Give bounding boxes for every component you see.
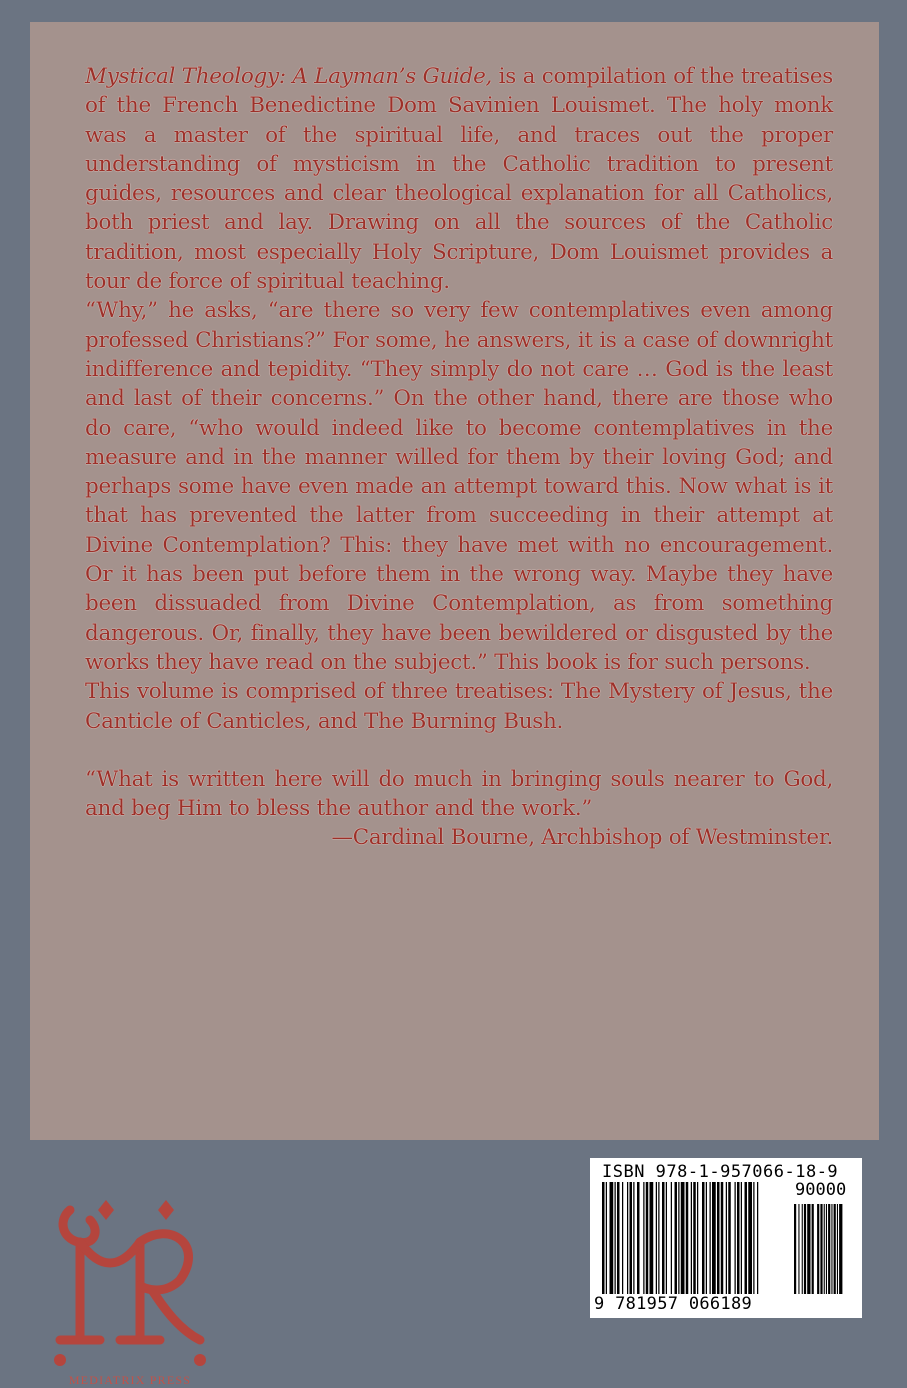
endorsement-attribution: —Cardinal Bourne, Archbishop of Westminster. (331, 825, 833, 851)
endorsement-quote: “What is written here will do much in bringing souls nearer to God, and beg Him to bless the author and the work.” (85, 766, 833, 822)
isbn-barcode (590, 1158, 862, 1318)
back-cover-text-panel (30, 22, 879, 1140)
mr-monogram-icon (40, 1190, 220, 1370)
description-paragraph-1 (85, 62, 833, 296)
ean-number: 9 781957 066189 (594, 1294, 753, 1314)
spacer (85, 736, 833, 765)
price-code: 90000 (795, 1180, 847, 1200)
description-paragraph-1-body: is a compilation of the treatises of the French Benedictine Dom Savinien Louismet. The holy monk was a master of the spiritual life, and traces out the proper understanding of mysticism in the Catholic tradition to present guides, resources and clear theological explanation for all Catholics, both priest and lay. Drawing on all the sources of the Catholic tradition, most especially Holy Scripture, Dom Louismet provides a tour de force of spiritual teaching. (85, 64, 833, 295)
book-title: Mystical Theology: A Layman’s Guide, (85, 64, 493, 89)
description-paragraph-3: This volume is comprised of three treatises: The Mystery of Jesus, the Canticle of Canticles, and The Burning Bush. (85, 679, 833, 734)
barcode-bars (602, 1182, 852, 1294)
description-paragraph-2: “Why,” he asks, “are there so very few contemplatives even among professed Christians?” For some, he answers, it is a case of downright indifference and tepidity. “They simply do not care … God is the least and last of their concerns.” On the other hand, there are those who do care, “who would indeed like to become contemplatives in the measure and in the manner willed for them by their loving God; and perhaps some have even made an attempt toward this. Now what is it that has prevented the latter from succeeding in their attempt at Divine Contemplation? This: they have met with no encouragement. Or it has been put before them in the wrong way. Maybe they have been dissuaded from Divine Contemplation, as from something dangerous. Or, finally, they have been bewildered or disgusted by the works they have read on the subject.” This book is for such persons. (85, 298, 833, 675)
publisher-name: MEDIATRIX PRESS (68, 1373, 192, 1387)
isbn-number: ISBN 978-1-957066-18-9 (602, 1162, 839, 1182)
